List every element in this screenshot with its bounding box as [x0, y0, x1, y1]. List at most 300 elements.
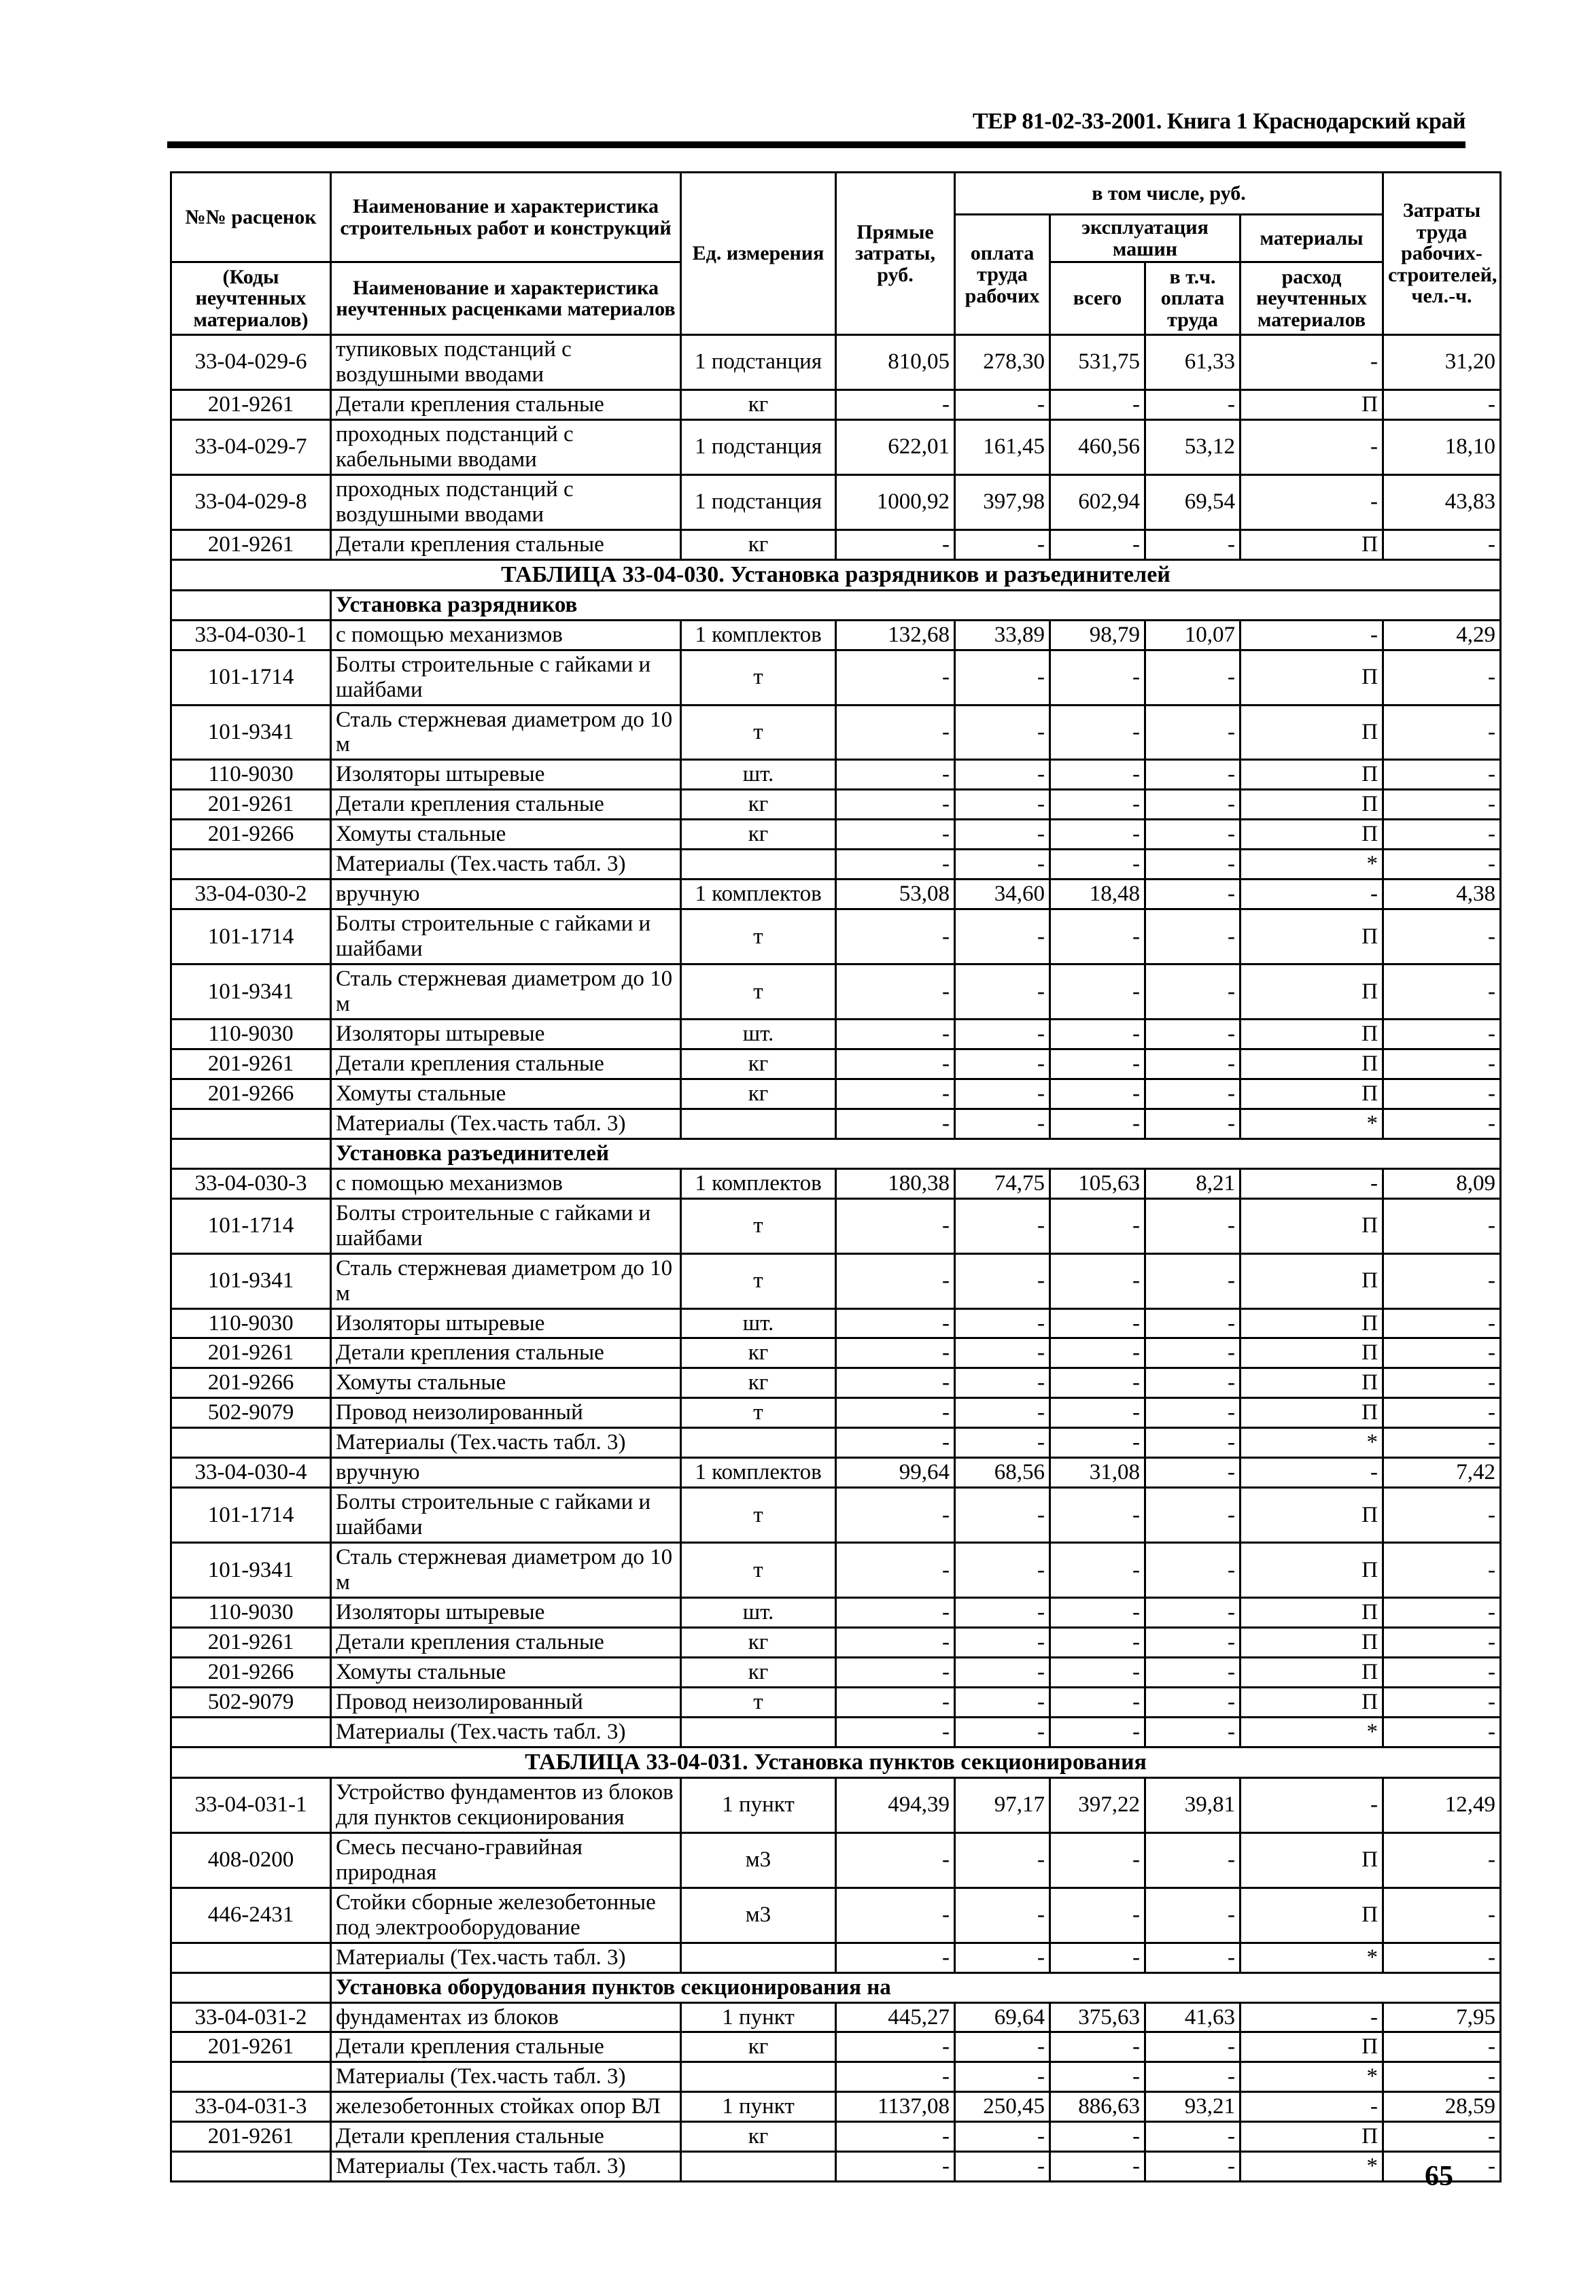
cell-name: Детали крепления стальные — [331, 2032, 681, 2062]
cell-unit: 1 комплектов — [681, 880, 836, 909]
cell-name: проходных подстанций с кабельными вводами — [331, 419, 681, 474]
table-row — [171, 1543, 1501, 1598]
cell-mach_w: - — [1145, 964, 1241, 1020]
cell-mach: - — [1050, 1368, 1145, 1398]
cell-mach_w: - — [1145, 2122, 1241, 2152]
cell-mach_w: - — [1145, 705, 1241, 760]
cell-direct: 494,39 — [836, 1777, 955, 1832]
cell-unit: кг — [681, 820, 836, 850]
cell-mach: - — [1050, 1109, 1145, 1138]
cell-mach_w: - — [1145, 1888, 1241, 1943]
cell-name: Детали крепления стальные — [331, 2122, 681, 2152]
cell-mach: 105,63 — [1050, 1168, 1145, 1198]
table-row — [171, 1657, 1501, 1687]
table-row — [171, 2092, 1501, 2122]
cell-wages: - — [955, 1109, 1050, 1138]
table-row — [171, 1458, 1501, 1488]
col-unit-header: Ед. измерения — [681, 173, 836, 335]
cell-mat: * — [1241, 2152, 1383, 2182]
cell-labor: - — [1383, 2122, 1501, 2152]
cell-mach: - — [1050, 1717, 1145, 1747]
cell-unit: кг — [681, 1657, 836, 1687]
cell-mat: П — [1241, 1338, 1383, 1368]
cell-name: Материалы (Тех.часть табл. 3) — [331, 1943, 681, 1972]
table-row — [171, 529, 1501, 559]
table-row — [171, 880, 1501, 909]
table-row — [171, 1198, 1501, 1253]
cell-unit: т — [681, 909, 836, 964]
cell-mat: П — [1241, 529, 1383, 559]
cell-unit: т — [681, 964, 836, 1020]
cell-labor: - — [1383, 1657, 1501, 1687]
cell-direct: - — [836, 1943, 955, 1972]
cell-mach: - — [1050, 389, 1145, 419]
cell-code — [171, 1428, 331, 1458]
cell-wages: 68,56 — [955, 1458, 1050, 1488]
cell-direct: 622,01 — [836, 419, 955, 474]
cell-labor: - — [1383, 1687, 1501, 1717]
cell-code: 33-04-029-6 — [171, 335, 331, 390]
cell-mach_w: - — [1145, 1398, 1241, 1428]
cell-unit: 1 пункт — [681, 2092, 836, 2122]
cell-wages: - — [955, 1628, 1050, 1658]
cell-mach_w: - — [1145, 1832, 1241, 1888]
cell-labor: 8,09 — [1383, 1168, 1501, 1198]
cell-direct: - — [836, 909, 955, 964]
col-machines-wages-header: в т.ч. оплата труда — [1145, 262, 1241, 335]
cell-labor: - — [1383, 1628, 1501, 1658]
cell-direct: 99,64 — [836, 1458, 955, 1488]
cell-labor: 4,29 — [1383, 620, 1501, 650]
table-row — [171, 335, 1501, 390]
table-row — [171, 1598, 1501, 1628]
cell-mach: - — [1050, 529, 1145, 559]
cell-name: Хомуты стальные — [331, 1368, 681, 1398]
cell-name: вручную — [331, 1458, 681, 1488]
cell-code — [171, 850, 331, 880]
cell-direct: - — [836, 850, 955, 880]
cell-mat: П — [1241, 1368, 1383, 1398]
cell-wages: - — [955, 389, 1050, 419]
cell-mach: - — [1050, 2032, 1145, 2062]
cell-direct: - — [836, 964, 955, 1020]
cell-mach_w: - — [1145, 2062, 1241, 2092]
cell-mach: - — [1050, 964, 1145, 1020]
cell-labor: - — [1383, 1079, 1501, 1109]
cell-direct: - — [836, 705, 955, 760]
table-row — [171, 419, 1501, 474]
cell-direct: - — [836, 1398, 955, 1428]
cell-mat: - — [1241, 335, 1383, 390]
cell-wages: - — [955, 820, 1050, 850]
cell-code: 201-9266 — [171, 1368, 331, 1398]
cell-name: Провод неизолированный — [331, 1398, 681, 1428]
cell-mat: П — [1241, 1598, 1383, 1628]
cell-mach: 460,56 — [1050, 419, 1145, 474]
cell-mach: - — [1050, 1687, 1145, 1717]
cell-wages: - — [955, 1832, 1050, 1888]
cell-name: Хомуты стальные — [331, 1657, 681, 1687]
cell-mat: - — [1241, 620, 1383, 650]
cell-wages: - — [955, 1079, 1050, 1109]
cell-labor: - — [1383, 1598, 1501, 1628]
table-row — [171, 1628, 1501, 1658]
cell-mach: - — [1050, 1888, 1145, 1943]
empty-cell — [171, 1972, 331, 2002]
cell-wages: 250,45 — [955, 2092, 1050, 2122]
cell-labor: - — [1383, 760, 1501, 790]
cell-code: 101-1714 — [171, 650, 331, 705]
cell-code: 110-9030 — [171, 1598, 331, 1628]
cell-mat: П — [1241, 1832, 1383, 1888]
cell-labor: - — [1383, 389, 1501, 419]
cell-mat: П — [1241, 1488, 1383, 1543]
cell-mach: - — [1050, 1628, 1145, 1658]
cell-name: Материалы (Тех.часть табл. 3) — [331, 1109, 681, 1138]
cell-mach_w: - — [1145, 1598, 1241, 1628]
table-row — [171, 2122, 1501, 2152]
col-labor-header: Затраты труда рабочих-строителей, чел.-ч. — [1383, 173, 1501, 335]
table-row — [171, 1687, 1501, 1717]
cell-unit: 1 комплектов — [681, 620, 836, 650]
cell-unit: 1 подстанция — [681, 335, 836, 390]
cell-wages: 34,60 — [955, 880, 1050, 909]
cell-direct: - — [836, 1543, 955, 1598]
cell-name: Болты строительные с гайками и шайбами — [331, 1198, 681, 1253]
cell-code: 101-1714 — [171, 1488, 331, 1543]
table-row — [171, 1308, 1501, 1338]
cell-mach_w: - — [1145, 1368, 1241, 1398]
cell-unit: кг — [681, 1338, 836, 1368]
cell-unit: т — [681, 705, 836, 760]
cell-unit: 1 пункт — [681, 1777, 836, 1832]
cell-labor: - — [1383, 790, 1501, 820]
table-row — [171, 790, 1501, 820]
cell-mat: П — [1241, 1543, 1383, 1598]
empty-cell — [171, 590, 331, 620]
cell-direct: - — [836, 1657, 955, 1687]
cell-name: Сталь стержневая диаметром до 10 м — [331, 1543, 681, 1598]
cell-mach_w: 69,54 — [1145, 474, 1241, 529]
cell-unit — [681, 1943, 836, 1972]
cell-unit: т — [681, 1398, 836, 1428]
cell-unit: кг — [681, 790, 836, 820]
cell-mat: - — [1241, 1777, 1383, 1832]
cell-labor: - — [1383, 1253, 1501, 1308]
cell-mat: П — [1241, 2032, 1383, 2062]
cell-code: 101-9341 — [171, 1543, 331, 1598]
table-header — [171, 173, 1501, 335]
cell-unit: 1 комплектов — [681, 1458, 836, 1488]
cell-mach_w: - — [1145, 820, 1241, 850]
cell-name: Материалы (Тех.часть табл. 3) — [331, 2152, 681, 2182]
cell-labor: - — [1383, 909, 1501, 964]
cell-code: 201-9261 — [171, 1338, 331, 1368]
cell-mach_w: - — [1145, 1717, 1241, 1747]
col-including-header: в том числе, руб. — [955, 173, 1383, 215]
cell-mach_w: - — [1145, 1079, 1241, 1109]
cell-unit: кг — [681, 2032, 836, 2062]
cell-mach_w: - — [1145, 790, 1241, 820]
cell-mach: - — [1050, 1020, 1145, 1049]
cell-direct: - — [836, 1628, 955, 1658]
table-row — [171, 1338, 1501, 1368]
cell-mach: 397,22 — [1050, 1777, 1145, 1832]
cell-name: Изоляторы штыревые — [331, 1598, 681, 1628]
table-row — [171, 1020, 1501, 1049]
cell-labor: - — [1383, 850, 1501, 880]
cell-direct: 180,38 — [836, 1168, 955, 1198]
cell-mach_w: - — [1145, 1428, 1241, 1458]
cell-code: 33-04-030-4 — [171, 1458, 331, 1488]
cell-mach_w: - — [1145, 760, 1241, 790]
cell-name: Болты строительные с гайками и шайбами — [331, 650, 681, 705]
cell-labor: - — [1383, 705, 1501, 760]
cell-wages: - — [955, 964, 1050, 1020]
cell-mach_w: - — [1145, 1458, 1241, 1488]
cell-mach: - — [1050, 2122, 1145, 2152]
cell-code: 101-9341 — [171, 1253, 331, 1308]
cell-mach_w: - — [1145, 1687, 1241, 1717]
header-rule — [167, 141, 1465, 148]
cell-labor: - — [1383, 529, 1501, 559]
table-section-title — [171, 559, 1501, 590]
cell-labor: 28,59 — [1383, 2092, 1501, 2122]
table-subsection-title — [171, 1138, 1501, 1168]
cell-labor: - — [1383, 1488, 1501, 1543]
cell-direct: - — [836, 650, 955, 705]
cell-unit: шт. — [681, 1598, 836, 1628]
cell-code — [171, 2152, 331, 2182]
table-row — [171, 2062, 1501, 2092]
cell-name: Изоляторы штыревые — [331, 1308, 681, 1338]
cell-name: Болты строительные с гайками и шайбами — [331, 1488, 681, 1543]
col-codes-header: №№ расценок — [171, 173, 331, 262]
cell-mach_w: - — [1145, 529, 1241, 559]
table-row — [171, 1253, 1501, 1308]
cell-labor: - — [1383, 1543, 1501, 1598]
cell-code: 201-9266 — [171, 1657, 331, 1687]
cell-code: 33-04-030-3 — [171, 1168, 331, 1198]
cell-wages: - — [955, 2032, 1050, 2062]
cell-mat: П — [1241, 790, 1383, 820]
cell-wages: - — [955, 790, 1050, 820]
cell-labor: 43,83 — [1383, 474, 1501, 529]
cell-mat: П — [1241, 1657, 1383, 1687]
cell-mat: П — [1241, 2122, 1383, 2152]
col-name-header: Наименование и характеристика строительных работ и конструкций — [331, 173, 681, 262]
col-machines-total-header: всего — [1050, 262, 1145, 335]
cell-code: 33-04-031-2 — [171, 2002, 331, 2032]
cell-unit: кг — [681, 389, 836, 419]
cell-labor: - — [1383, 2152, 1501, 2182]
cell-labor: - — [1383, 2032, 1501, 2062]
cell-mach_w: - — [1145, 909, 1241, 964]
cell-labor: 7,95 — [1383, 2002, 1501, 2032]
cell-mach: - — [1050, 1832, 1145, 1888]
cell-labor: - — [1383, 1888, 1501, 1943]
cell-unit: кг — [681, 1079, 836, 1109]
table-subsection-title — [171, 1972, 1501, 2002]
cell-code — [171, 1109, 331, 1138]
table-row — [171, 1049, 1501, 1079]
cell-direct: - — [836, 1687, 955, 1717]
cell-mach: 375,63 — [1050, 2002, 1145, 2032]
cell-wages: - — [955, 1253, 1050, 1308]
cell-mat: П — [1241, 1020, 1383, 1049]
cell-mach_w: - — [1145, 1943, 1241, 1972]
cell-code — [171, 2062, 331, 2092]
cell-wages: - — [955, 1049, 1050, 1079]
table-row — [171, 2032, 1501, 2062]
cell-mach_w: - — [1145, 1020, 1241, 1049]
cell-direct: 445,27 — [836, 2002, 955, 2032]
col-materials-header: материалы — [1241, 215, 1383, 262]
cell-wages: - — [955, 1717, 1050, 1747]
cell-wages: - — [955, 1338, 1050, 1368]
cell-direct: - — [836, 1888, 955, 1943]
cell-mach_w: - — [1145, 389, 1241, 419]
cell-code: 201-9266 — [171, 1079, 331, 1109]
cell-direct: - — [836, 790, 955, 820]
cell-name: с помощью механизмов — [331, 620, 681, 650]
cell-wages: - — [955, 705, 1050, 760]
cell-mat: * — [1241, 1943, 1383, 1972]
cell-direct: - — [836, 1488, 955, 1543]
cell-mach_w: 93,21 — [1145, 2092, 1241, 2122]
cell-mach: 531,75 — [1050, 335, 1145, 390]
table-section-title — [171, 1747, 1501, 1777]
cell-labor: - — [1383, 1049, 1501, 1079]
cell-labor: - — [1383, 1338, 1501, 1368]
cell-labor: - — [1383, 1943, 1501, 1972]
cell-wages: 69,64 — [955, 2002, 1050, 2032]
cell-mach: - — [1050, 705, 1145, 760]
cell-mach: - — [1050, 1598, 1145, 1628]
subsection-title-cell: Установка разъединителей — [331, 1138, 1501, 1168]
cell-unit: кг — [681, 529, 836, 559]
cell-wages: 74,75 — [955, 1168, 1050, 1198]
page-number: 65 — [1425, 2161, 1453, 2192]
cell-mat: - — [1241, 880, 1383, 909]
cell-wages: - — [955, 2062, 1050, 2092]
cell-name: Стойки сборные железобетонные под электрооборудование — [331, 1888, 681, 1943]
cell-mach_w: 39,81 — [1145, 1777, 1241, 1832]
cell-wages: 97,17 — [955, 1777, 1050, 1832]
cell-direct: - — [836, 1368, 955, 1398]
cell-mach_w: 8,21 — [1145, 1168, 1241, 1198]
cell-unit: кг — [681, 1628, 836, 1658]
cell-direct: - — [836, 1020, 955, 1049]
cell-direct: 132,68 — [836, 620, 955, 650]
cell-mat: П — [1241, 1253, 1383, 1308]
cell-code: 201-9261 — [171, 2032, 331, 2062]
cell-wages: - — [955, 850, 1050, 880]
cell-mat: * — [1241, 1717, 1383, 1747]
cell-mach: - — [1050, 1338, 1145, 1368]
cell-mach_w: - — [1145, 1543, 1241, 1598]
cell-mach: - — [1050, 1253, 1145, 1308]
cell-code: 33-04-029-8 — [171, 474, 331, 529]
cell-labor: - — [1383, 1717, 1501, 1747]
cell-name: Детали крепления стальные — [331, 1338, 681, 1368]
cell-labor: - — [1383, 964, 1501, 1020]
table-row — [171, 1398, 1501, 1428]
cell-wages: - — [955, 1198, 1050, 1253]
cell-name: Материалы (Тех.часть табл. 3) — [331, 1717, 681, 1747]
cell-mach: - — [1050, 1943, 1145, 1972]
cell-labor: 7,42 — [1383, 1458, 1501, 1488]
cell-unit: т — [681, 650, 836, 705]
cell-mach: - — [1050, 1198, 1145, 1253]
cell-labor: - — [1383, 650, 1501, 705]
cell-direct: - — [836, 389, 955, 419]
col-direct-header: Прямые затраты, руб. — [836, 173, 955, 335]
table-subsection-title — [171, 590, 1501, 620]
cell-mach: - — [1050, 1079, 1145, 1109]
cell-wages: - — [955, 1020, 1050, 1049]
cell-mat: П — [1241, 1687, 1383, 1717]
cell-labor: 12,49 — [1383, 1777, 1501, 1832]
cell-mat: П — [1241, 1079, 1383, 1109]
cell-name: Детали крепления стальные — [331, 1628, 681, 1658]
cell-mat: П — [1241, 964, 1383, 1020]
cell-labor: - — [1383, 1398, 1501, 1428]
cell-wages: - — [955, 1598, 1050, 1628]
cell-code: 201-9261 — [171, 529, 331, 559]
cell-code: 408-0200 — [171, 1832, 331, 1888]
cell-wages: 397,98 — [955, 474, 1050, 529]
cell-mat: П — [1241, 1628, 1383, 1658]
cell-mach: 886,63 — [1050, 2092, 1145, 2122]
cell-unit: 1 подстанция — [681, 474, 836, 529]
cell-code: 101-9341 — [171, 964, 331, 1020]
cell-mach_w: - — [1145, 1308, 1241, 1338]
table-row — [171, 1943, 1501, 1972]
cell-labor: 31,20 — [1383, 335, 1501, 390]
cell-unit: шт. — [681, 760, 836, 790]
cell-code: 201-9261 — [171, 1049, 331, 1079]
cell-name: фундаментах из блоков — [331, 2002, 681, 2032]
cell-unit: т — [681, 1253, 836, 1308]
table-row — [171, 389, 1501, 419]
cell-unit: шт. — [681, 1020, 836, 1049]
cell-name: Сталь стержневая диаметром до 10 м — [331, 705, 681, 760]
cell-name: Изоляторы штыревые — [331, 760, 681, 790]
cell-direct: - — [836, 760, 955, 790]
table-row — [171, 705, 1501, 760]
cell-code: 110-9030 — [171, 1308, 331, 1338]
cell-wages: - — [955, 650, 1050, 705]
cell-mach: - — [1050, 820, 1145, 850]
cell-mach_w: - — [1145, 1657, 1241, 1687]
cell-direct: - — [836, 1198, 955, 1253]
cell-mat: П — [1241, 705, 1383, 760]
cell-unit: кг — [681, 1368, 836, 1398]
cell-mach_w: 61,33 — [1145, 335, 1241, 390]
cell-unit — [681, 1109, 836, 1138]
cell-name: Изоляторы штыревые — [331, 1020, 681, 1049]
cell-mat: П — [1241, 1049, 1383, 1079]
cell-name: Материалы (Тех.часть табл. 3) — [331, 2062, 681, 2092]
cell-wages: - — [955, 2122, 1050, 2152]
subsection-title-cell: Установка оборудования пунктов секционирования на — [331, 1972, 1501, 2002]
cell-code: 201-9261 — [171, 389, 331, 419]
cell-wages: - — [955, 1398, 1050, 1428]
cell-labor: 18,10 — [1383, 419, 1501, 474]
cell-unit: шт. — [681, 1308, 836, 1338]
price-table — [170, 171, 1502, 2182]
